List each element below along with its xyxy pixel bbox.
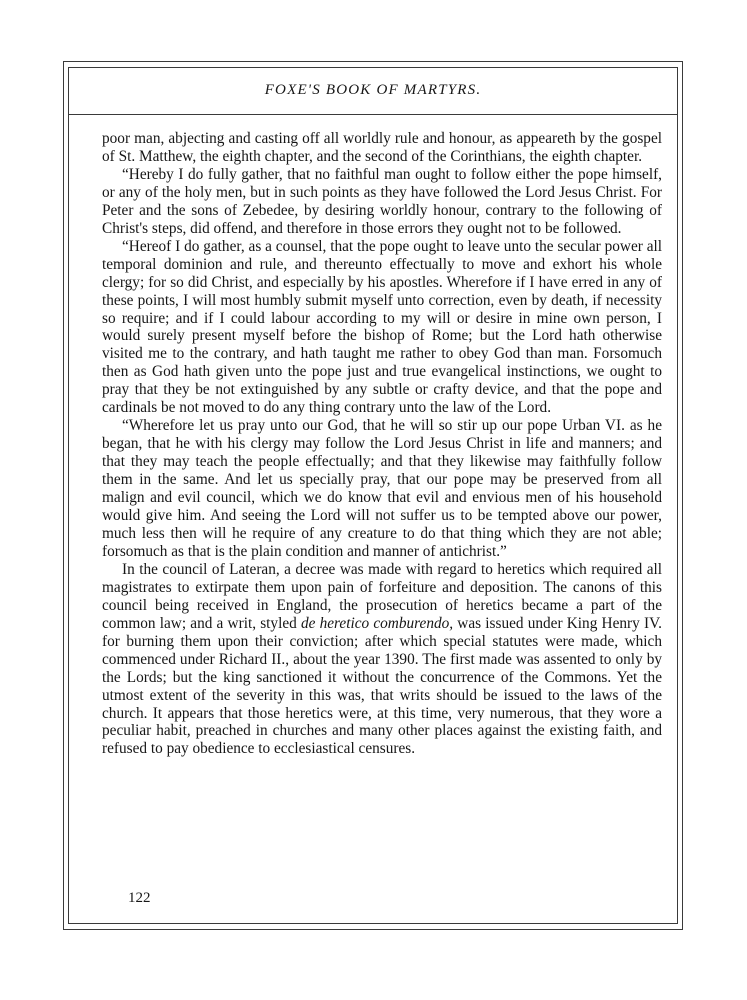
running-head: FOXE'S BOOK OF MARTYRS. — [264, 82, 482, 98]
header-rule — [68, 114, 678, 115]
paragraph-hereby: “Hereby I do fully gather, that no faithful man ought to follow either the pope himself, or any of the holy men, but in such points as they have followed the Lord Jesus Christ. For Peter and the sons of Zebedee, by desiring worldly honour, contrary to the following of Christ's steps, did offend, and therefore in those errors they ought not to be followed. — [102, 165, 662, 237]
paragraph-hereof: “Hereof I do gather, as a counsel, that the pope ought to leave unto the secular power all temporal dominion and rule, and thereunto effectually to move and exhort his whole clergy; for so did Christ, and especially by his apostles. Wherefore if I have erred in any of these points, I will most humbly submit myself unto correction, even by death, if necessity so require; and if I could labour according to my will or desire in mine own person, I would surely present myself before the bishop of Rome; but the Lord hath otherwise visited me to the contrary, and hath taught me rather to obey God than man. Forsomuch then as God hath given unto the pope just and true evangelical instinctions, we ought to pray that they be not extinguished by any subtle or crafty device, and that the pope and cardinals be not moved to do any thing contrary unto the law of the Lord. — [102, 237, 662, 417]
paragraph-wherefore: “Wherefore let us pray unto our God, that he will so stir up our pope Urban VI. as he began, that he with his clergy may follow the Lord Jesus Christ in life and manners; and that they may teach the people effectually; and that they likewise may faithfully follow them in the same. And let us specially pray, that our pope may be preserved from all malign and evil council, which we do know that evil and envious men of his household would give him. And seeing the Lord will not suffer us to be tempted above our power, much less then will he require of any creature to do that thing which they are not able; forsomuch as that is the plain condition and manner of antichrist.” — [102, 417, 662, 560]
page-number: 122 — [128, 890, 151, 906]
writ-title: de heretico comburendo, — [300, 614, 454, 632]
body-text — [102, 130, 662, 758]
paragraph-continuation: poor man, abjecting and casting off all worldly rule and honour, as appeareth by the gospel of St. Matthew, the eighth chapter, and the second of the Corinthians, the eighth chapter. — [102, 130, 662, 165]
paragraph-text: In the council of Lateran, a decree was made with regard to heretics which required all magistrates to extirpate them upon pain of forfeiture and deposition. The canons of this council being received in England, the prosecution of heretics became a part of the common law; and a writ, styled — [102, 560, 662, 632]
paragraph-council-of-lateran — [102, 561, 662, 758]
paragraph-text: was issued under King Henry IV. for burning them upon their conviction; after which special statutes were made, which commenced under Richard II., about the year 1390. The first made was assented to only by the Lords; but the king sanctioned it without the concurrence of the Commons. Yet the utmost extent of the severity in this was, that writs should be issued to the laws of the church. It appears that those heretics were, at this time, very numerous, that they wore a peculiar habit, preached in churches and many other places against the existing faith, and refused to pay obedience to ecclesiastical censures. — [102, 614, 662, 758]
